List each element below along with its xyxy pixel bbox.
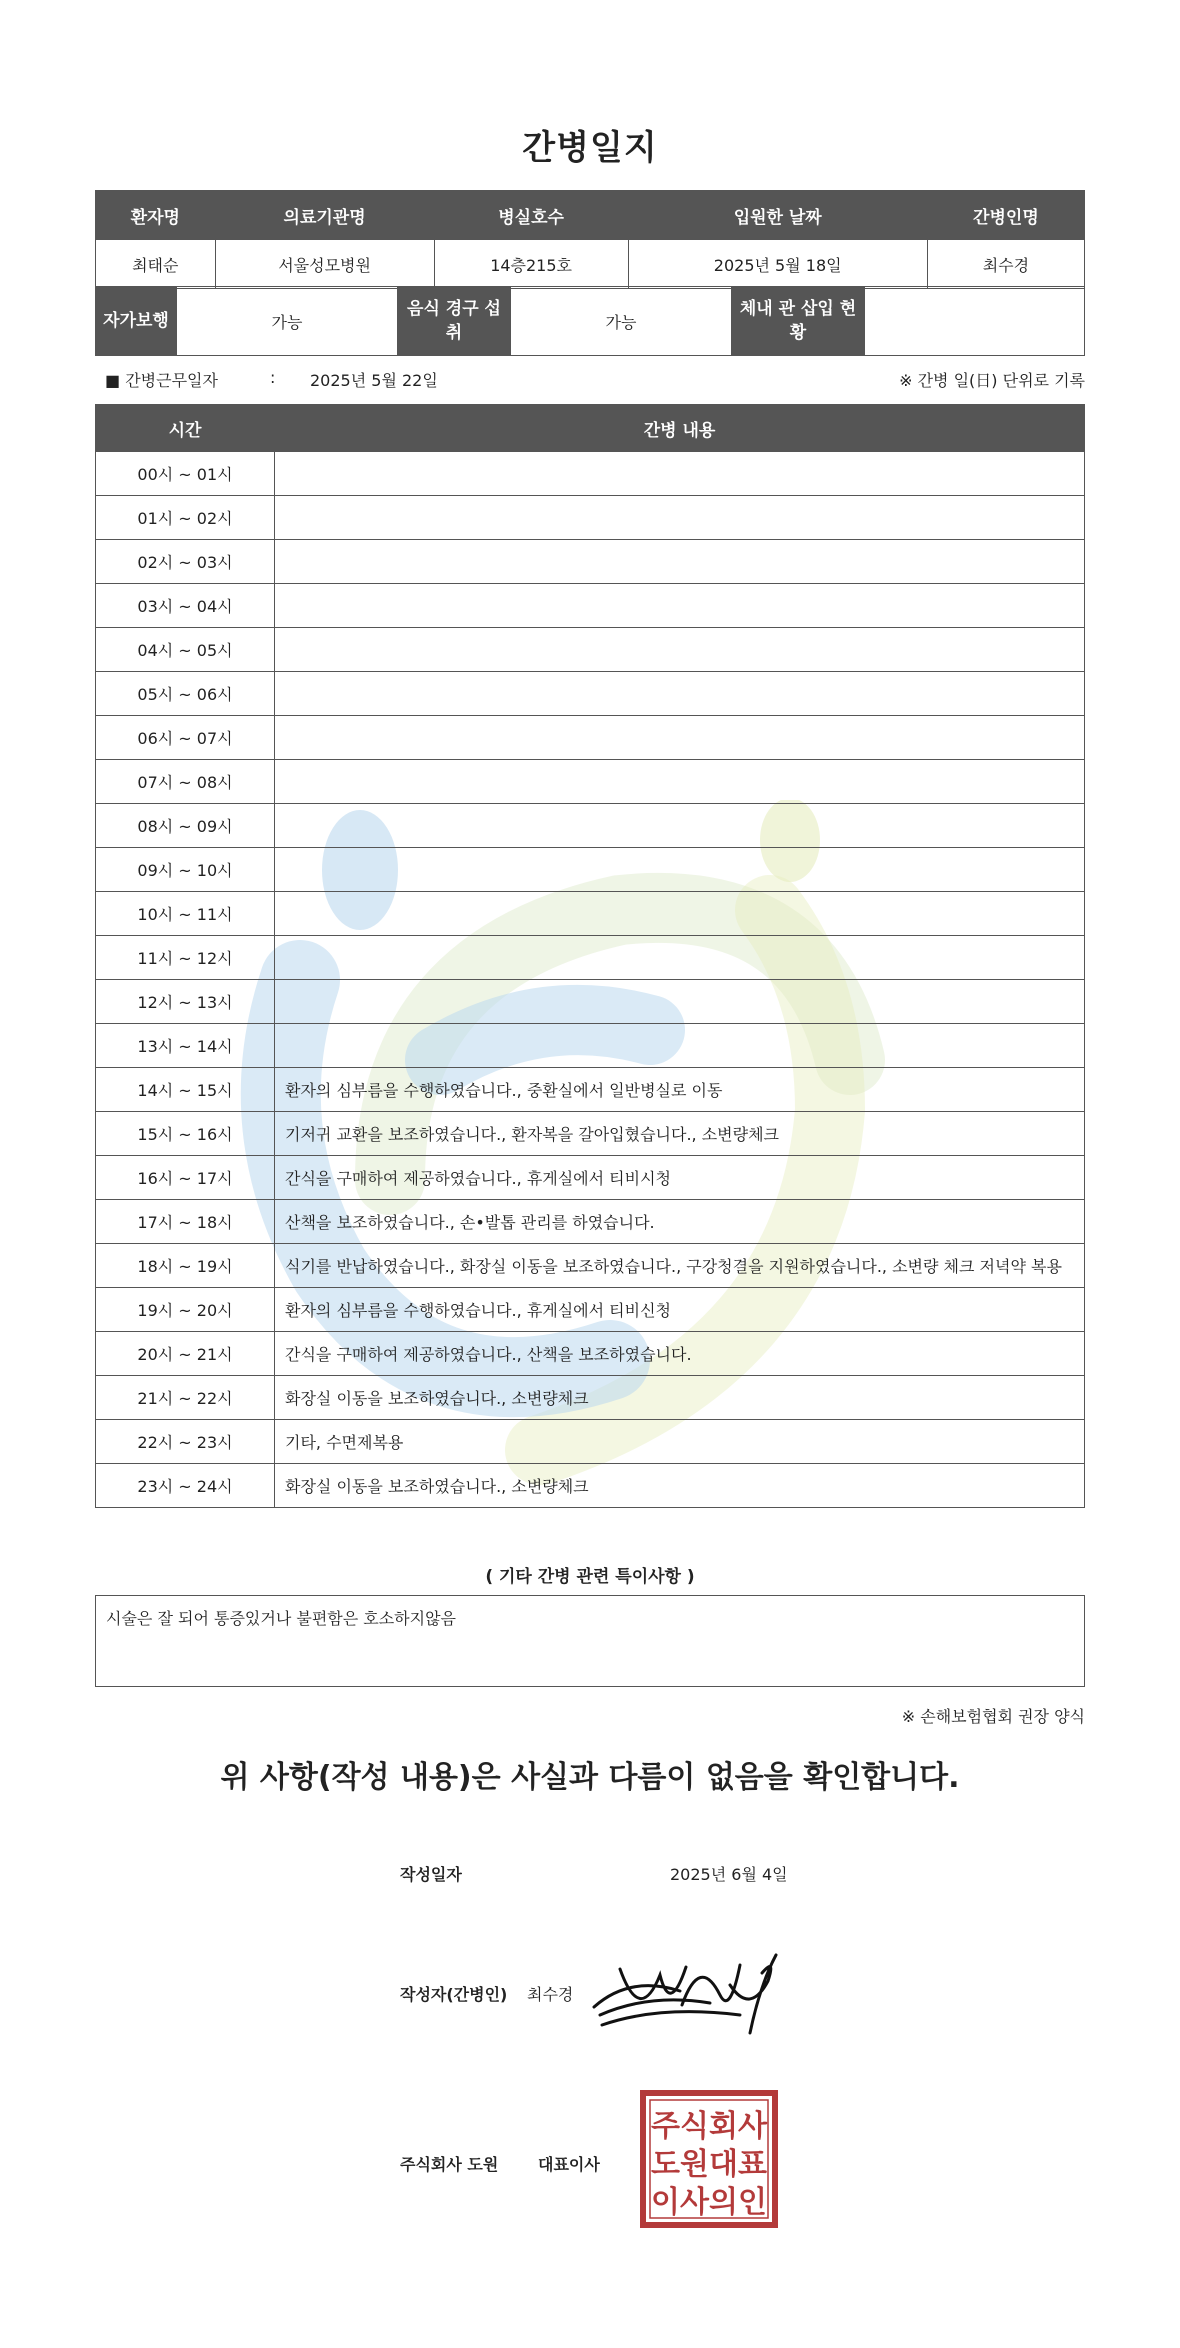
log-time: 10시 ~ 11시 xyxy=(96,892,275,936)
room-number: 14층215호 xyxy=(434,240,628,289)
patient-name: 최태순 xyxy=(96,240,216,289)
log-content xyxy=(275,804,1085,848)
log-time: 21시 ~ 22시 xyxy=(96,1376,275,1420)
patient-info-table xyxy=(95,190,1085,289)
care-log-table xyxy=(95,404,1085,1508)
association-note: ※ 손해보험협회 권장 양식 xyxy=(901,1707,1085,1726)
table-row xyxy=(96,452,1085,496)
log-time: 18시 ~ 19시 xyxy=(96,1244,275,1288)
special-notes-title: ( 기타 간병 관련 특이사항 ) xyxy=(485,1567,695,1587)
table-row xyxy=(96,892,1085,936)
date-label: 작성일자 xyxy=(400,1865,462,1884)
work-date xyxy=(105,368,438,391)
table-row xyxy=(96,1376,1085,1420)
table-row xyxy=(96,672,1085,716)
table-row xyxy=(96,1288,1085,1332)
work-date-label: ■ 간병근무일자 xyxy=(105,371,218,390)
log-content: 환자의 심부름을 수행하였습니다., 휴게실에서 티비신청 xyxy=(275,1288,1085,1332)
log-time: 02시 ~ 03시 xyxy=(96,540,275,584)
log-content xyxy=(275,672,1085,716)
care-log-header-row xyxy=(96,405,1085,452)
log-time: 06시 ~ 07시 xyxy=(96,716,275,760)
table-row xyxy=(96,1332,1085,1376)
log-content: 화장실 이동을 보조하였습니다., 소변량체크 xyxy=(275,1464,1085,1508)
hospital-name: 서울성모병원 xyxy=(215,240,434,289)
patient-info-header-row xyxy=(96,191,1085,240)
unit-note: ※ 간병 일(日) 단위로 기록 xyxy=(899,371,1085,390)
log-content xyxy=(275,716,1085,760)
table-row xyxy=(96,584,1085,628)
table-row xyxy=(96,496,1085,540)
log-time: 04시 ~ 05시 xyxy=(96,628,275,672)
log-content: 환자의 심부름을 수행하였습니다., 중환실에서 일반병실로 이동 xyxy=(275,1068,1085,1112)
log-time: 00시 ~ 01시 xyxy=(96,452,275,496)
log-content: 화장실 이동을 보조하였습니다., 소변량체크 xyxy=(275,1376,1085,1420)
header-admission-date: 입원한 날짜 xyxy=(628,191,927,240)
table-row xyxy=(96,1156,1085,1200)
log-content: 기저귀 교환을 보조하였습니다., 환자복을 갈아입혔습니다., 소변량체크 xyxy=(275,1112,1085,1156)
svg-text:주식회사: 주식회사 xyxy=(651,2109,767,2144)
svg-text:도원대표: 도원대표 xyxy=(651,2147,767,2182)
log-time: 11시 ~ 12시 xyxy=(96,936,275,980)
food-label: 음식 경구 섭취 xyxy=(398,287,511,356)
ceo-label: 대표이사 xyxy=(538,2155,600,2174)
log-time: 20시 ~ 21시 xyxy=(96,1332,275,1376)
table-row xyxy=(96,540,1085,584)
log-time: 22시 ~ 23시 xyxy=(96,1420,275,1464)
special-notes-box: 시술은 잘 되어 통증있거나 불편함은 호소하지않음 xyxy=(95,1595,1085,1687)
author-label: 작성자(간병인) xyxy=(400,1985,508,2004)
company-seal xyxy=(640,2090,778,2228)
table-row xyxy=(96,716,1085,760)
log-content xyxy=(275,1024,1085,1068)
log-time: 05시 ~ 06시 xyxy=(96,672,275,716)
caregiver-name: 최수경 xyxy=(927,240,1084,289)
log-time: 17시 ~ 18시 xyxy=(96,1200,275,1244)
table-row xyxy=(96,760,1085,804)
table-row xyxy=(96,1112,1085,1156)
log-time: 03시 ~ 04시 xyxy=(96,584,275,628)
log-time: 08시 ~ 09시 xyxy=(96,804,275,848)
log-content: 산책을 보조하였습니다., 손•발톱 관리를 하였습니다. xyxy=(275,1200,1085,1244)
log-content: 간식을 구매하여 제공하였습니다., 산책을 보조하였습니다. xyxy=(275,1332,1085,1376)
header-room-number: 병실호수 xyxy=(434,191,628,240)
log-time: 19시 ~ 20시 xyxy=(96,1288,275,1332)
log-content xyxy=(275,936,1085,980)
tube-value xyxy=(865,287,1085,356)
table-row xyxy=(96,936,1085,980)
log-content xyxy=(275,584,1085,628)
walk-value: 가능 xyxy=(177,287,398,356)
log-content xyxy=(275,452,1085,496)
log-content xyxy=(275,892,1085,936)
header-caregiver-name: 간병인명 xyxy=(927,191,1084,240)
patient-status-table xyxy=(95,286,1085,356)
log-content: 기타, 수면제복용 xyxy=(275,1420,1085,1464)
table-row xyxy=(96,1464,1085,1508)
table-row xyxy=(96,1024,1085,1068)
log-content xyxy=(275,496,1085,540)
table-row xyxy=(96,628,1085,672)
admission-date: 2025년 5월 18일 xyxy=(628,240,927,289)
log-content xyxy=(275,760,1085,804)
log-content xyxy=(275,848,1085,892)
table-row xyxy=(96,1068,1085,1112)
log-time: 07시 ~ 08시 xyxy=(96,760,275,804)
care-log-body xyxy=(96,452,1085,1508)
patient-status-row xyxy=(96,287,1085,356)
document-title: 간병일지 xyxy=(522,128,658,168)
header-hospital-name: 의료기관명 xyxy=(215,191,434,240)
log-time: 01시 ~ 02시 xyxy=(96,496,275,540)
signature-image xyxy=(590,1945,790,2037)
header-patient-name: 환자명 xyxy=(96,191,216,240)
patient-info-value-row xyxy=(96,240,1085,289)
date-value: 2025년 6월 4일 xyxy=(670,1865,788,1884)
log-time: 13시 ~ 14시 xyxy=(96,1024,275,1068)
log-time: 16시 ~ 17시 xyxy=(96,1156,275,1200)
table-row xyxy=(96,848,1085,892)
log-time: 09시 ~ 10시 xyxy=(96,848,275,892)
log-time: 23시 ~ 24시 xyxy=(96,1464,275,1508)
work-date-value: 2025년 5월 22일 xyxy=(310,371,438,390)
log-time: 14시 ~ 15시 xyxy=(96,1068,275,1112)
log-content xyxy=(275,540,1085,584)
work-date-colon: : xyxy=(270,368,276,387)
log-content xyxy=(275,980,1085,1024)
table-row xyxy=(96,1420,1085,1464)
tube-label: 체내 관 삽입 현황 xyxy=(732,287,865,356)
table-row xyxy=(96,1200,1085,1244)
table-row xyxy=(96,980,1085,1024)
svg-text:이사의인: 이사의인 xyxy=(651,2185,767,2220)
confirmation-statement: 위 사항(작성 내용)은 사실과 다름이 없음을 확인합니다. xyxy=(220,1760,960,1795)
table-row xyxy=(96,804,1085,848)
header-care-content: 간병 내용 xyxy=(275,405,1085,452)
table-row xyxy=(96,1244,1085,1288)
log-content xyxy=(275,628,1085,672)
food-value: 가능 xyxy=(511,287,732,356)
log-content: 간식을 구매하여 제공하였습니다., 휴게실에서 티비시청 xyxy=(275,1156,1085,1200)
company-label: 주식회사 도원 xyxy=(400,2155,499,2174)
author-value: 최수경 xyxy=(527,1985,574,2004)
log-time: 12시 ~ 13시 xyxy=(96,980,275,1024)
log-time: 15시 ~ 16시 xyxy=(96,1112,275,1156)
walk-label: 자가보행 xyxy=(96,287,177,356)
log-content: 식기를 반납하였습니다., 화장실 이동을 보조하였습니다., 구강청결을 지원하였습니다., 소변량 체크 저녁약 복용 xyxy=(275,1244,1085,1288)
header-time: 시간 xyxy=(96,405,275,452)
